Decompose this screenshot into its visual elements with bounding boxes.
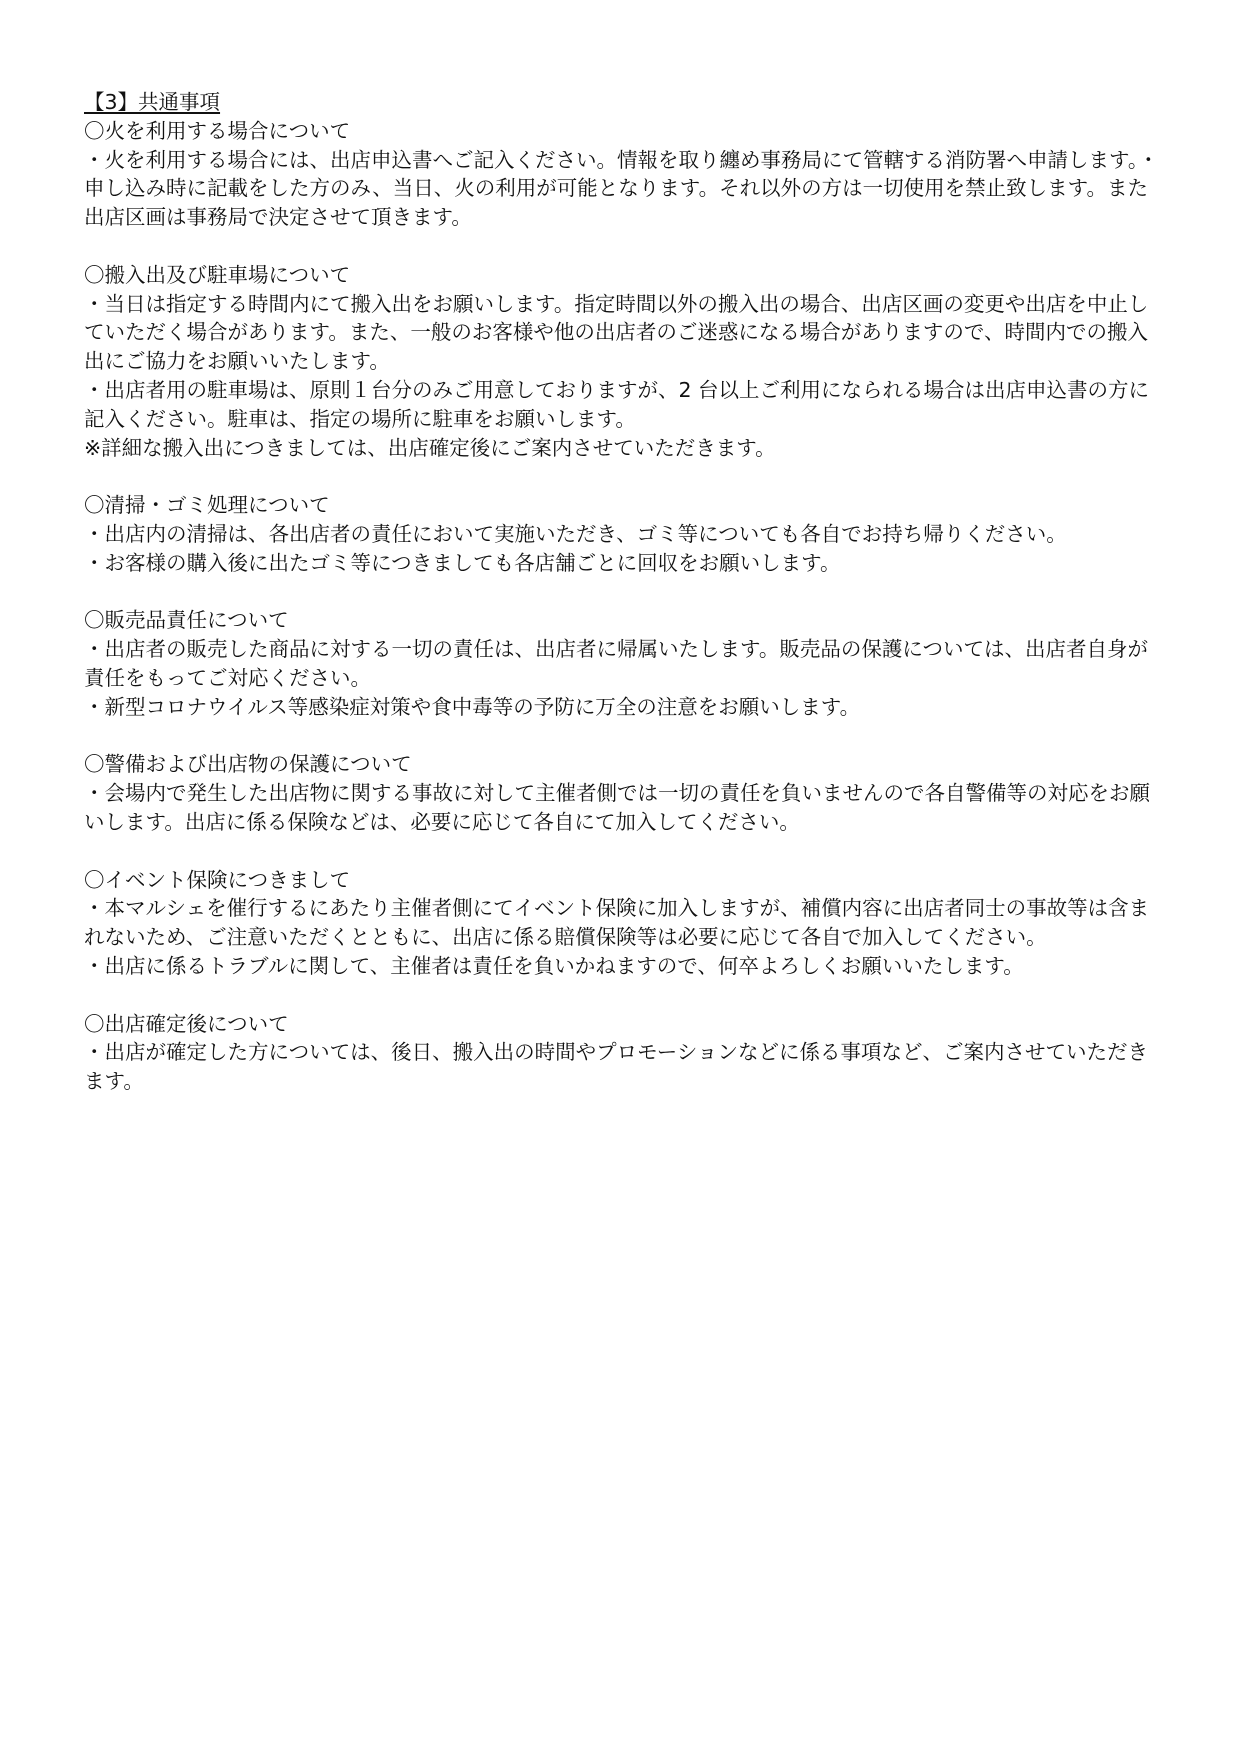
- section-paragraph: ・本マルシェを催行するにあたり主催者側にてイベント保険に加入しますが、補償内容に出店者同士の事故等は含まれないため、ご注意いただくとともに、出店に係る賠償保険等は必要に応じて各自で加入してください。: [84, 896, 1150, 950]
- section: [84, 606, 1164, 721]
- section-paragraph: ・出店に係るトラブルに関して、主催者は責任を負いかねますので、何卒よろしくお願いいたします。: [84, 953, 1024, 978]
- section-title: 〇火を利用する場合について: [84, 118, 351, 143]
- section-title: 〇イベント保険につきまして: [84, 867, 351, 892]
- section-paragraph: ・出店者用の駐車場は、原則１台分のみご用意しておりますが、2 台以上ご利用になられる場合は出店申込書の方に記入ください。駐車は、指定の場所に駐車をお願いします。: [84, 377, 1150, 431]
- section-paragraph: ・お客様の購入後に出たゴミ等につきましても各店舗ごとに回収をお願いします。: [84, 550, 841, 575]
- sections-container: [84, 117, 1164, 1096]
- section: [84, 491, 1164, 577]
- section-title: 〇清掃・ゴミ処理について: [84, 493, 330, 518]
- section-heading: 【3】共通事項: [84, 90, 221, 114]
- section-paragraph: ・新型コロナウイルス等感染症対策や食中毒等の予防に万全の注意をお願いします。: [84, 694, 861, 719]
- section-paragraph: ・会場内で発生した出店物に関する事故に対して主催者側では一切の責任を負いませんので各自警備等の対応をお願いします。出店に係る保険などは、必要に応じて各自にて加入してください。: [84, 781, 1150, 834]
- section-paragraph: ・当日は指定する時間内にて搬入出をお願いします。指定時間以外の搬入出の場合、出店区画の変更や出店を中止していただく場合があります。また、一般のお客様や他の出店者のご迷惑になる場合がありますので、時間内での搬入出にご協力をお願いいたします。: [84, 291, 1149, 374]
- section: [84, 261, 1164, 463]
- section-paragraph: ・出店者の販売した商品に対する一切の責任は、出店者に帰属いたします。販売品の保護については、出店者自身が責任をもってご対応ください。: [84, 637, 1148, 690]
- section: [84, 866, 1164, 981]
- section-paragraph: ・出店内の清掃は、各出店者の責任において実施いただき、ゴミ等についても各自でお持ち帰りください。: [84, 521, 1067, 546]
- section: [84, 750, 1164, 836]
- section-title: 〇警備および出店物の保護について: [84, 752, 412, 777]
- section: [84, 1010, 1164, 1096]
- section-paragraph: ・火を利用する場合には、出店申込書へご記入ください。情報を取り纏め事務局にて管轄する消防署へ申請します。・申し込み時に記載をした方のみ、当日、火の利用が可能となります。それ以外の方は一切使用を禁止致します。また出店区画は事務局で決定させて頂きます。: [84, 147, 1159, 230]
- section: [84, 117, 1164, 232]
- section-paragraph: ・出店が確定した方については、後日、搬入出の時間やプロモーションなどに係る事項など、ご案内させていただきます。: [84, 1040, 1148, 1094]
- section-title: 〇出店確定後について: [84, 1011, 289, 1036]
- section-paragraph: ※詳細な搬入出につきましては、出店確定後にご案内させていただきます。: [84, 435, 776, 460]
- section-title: 〇搬入出及び駐車場について: [84, 262, 351, 287]
- document-body: [84, 88, 1164, 1125]
- section-title: 〇販売品責任について: [84, 608, 289, 633]
